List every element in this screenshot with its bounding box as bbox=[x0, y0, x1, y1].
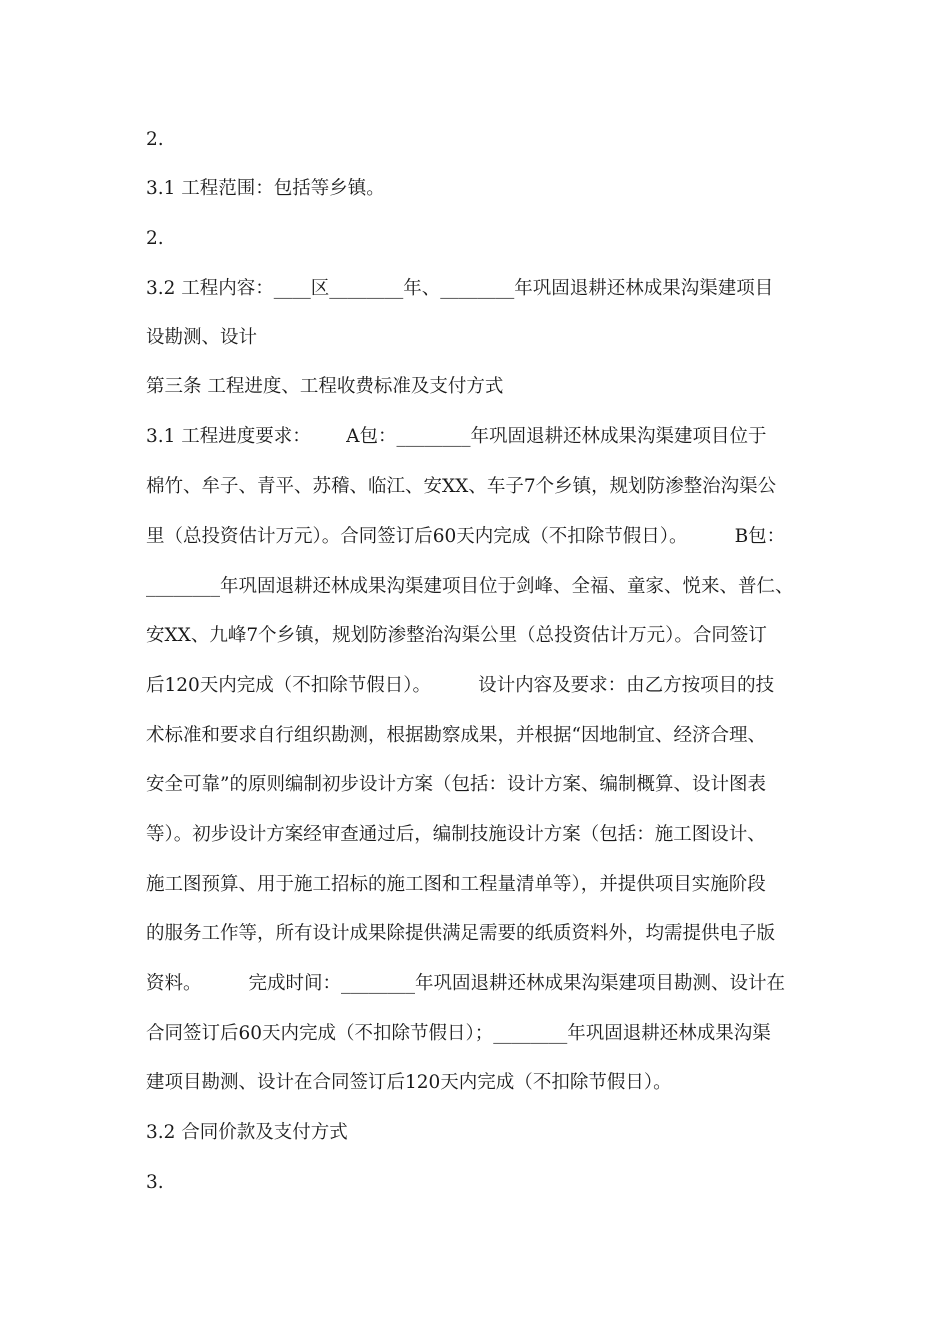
paragraph-line: 里（总投资估计万元）。合同签订后60天内完成（不扣除节假日）。 B包： bbox=[146, 526, 786, 547]
paragraph-line: 后120天内完成（不扣除节假日）。 设计内容及要求：由乙方按项目的技 bbox=[146, 675, 775, 696]
paragraph-line: 资料。 完成时间：________年巩固退耕还林成果沟渠建项目勘测、设计在 bbox=[146, 973, 786, 994]
paragraph-line: 术标准和要求自行组织勘测，根据勘察成果，并根据“因地制宜、经济合理、 bbox=[146, 725, 766, 746]
paragraph-line: 建项目勘测、设计在合同签订后120天内完成（不扣除节假日）。 bbox=[146, 1072, 672, 1093]
paragraph-line: 棉竹、牟子、青平、苏稽、临江、安XX、车子7个乡镇，规划防渗整治沟渠公 bbox=[146, 476, 777, 497]
section-heading: 3.2 合同价款及支付方式 bbox=[146, 1122, 348, 1143]
paragraph-line: 3.1 工程范围：包括等乡镇。 bbox=[146, 178, 385, 199]
paragraph-line: 的服务工作等，所有设计成果除提供满足需要的纸质资料外，均需提供电子版 bbox=[146, 923, 776, 944]
paragraph-line: 安全可靠”的原则编制初步设计方案（包括：设计方案、编制概算、设计图表 bbox=[146, 774, 766, 795]
section-heading: 第三条 工程进度、工程收费标准及支付方式 bbox=[146, 376, 504, 397]
paragraph-line: 2. bbox=[146, 129, 164, 150]
paragraph-line: 2. bbox=[146, 228, 164, 249]
paragraph-line: ________年巩固退耕还林成果沟渠建项目位于剑峰、全福、童家、悦来、普仁、 bbox=[146, 576, 794, 597]
paragraph-line: 3.1 工程进度要求： A包：________年巩固退耕还林成果沟渠建项目位于 bbox=[146, 426, 767, 447]
paragraph-line: 设勘测、设计 bbox=[146, 327, 258, 348]
paragraph-line: 合同签订后60天内完成（不扣除节假日）；________年巩固退耕还林成果沟渠 bbox=[146, 1023, 771, 1044]
paragraph-line: 3.2 工程内容：____区________年、________年巩固退耕还林成果沟渠建项目 bbox=[146, 278, 774, 299]
paragraph-line: 3. bbox=[146, 1172, 164, 1193]
paragraph-line: 施工图预算、用于施工招标的施工图和工程量清单等），并提供项目实施阶段 bbox=[146, 874, 766, 895]
paragraph-line: 安XX、九峰7个乡镇，规划防渗整治沟渠公里（总投资估计万元）。合同签订 bbox=[146, 625, 767, 646]
paragraph-line: 等）。初步设计方案经审查通过后，编制技施设计方案（包括：施工图设计、 bbox=[146, 824, 766, 845]
